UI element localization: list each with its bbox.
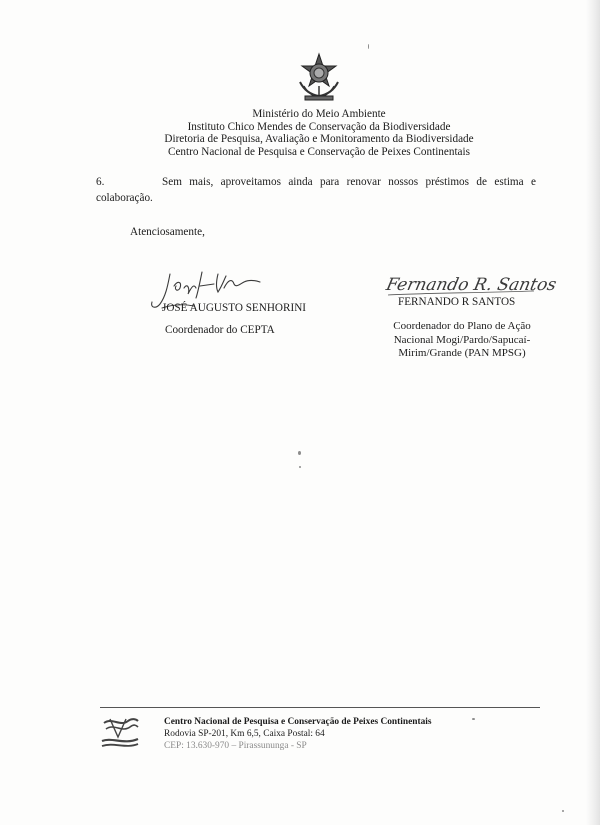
footer-divider [100,707,540,708]
letterhead [100,108,538,158]
scan-speck [368,44,369,49]
cepta-logo-icon [100,713,140,749]
letterhead-line-directorate: Diretoria de Pesquisa, Avaliação e Monitoramento da Biodiversidade [164,133,474,146]
letterhead-line-ministry: Ministério do Meio Ambiente [252,108,386,120]
footer-address: Rodovia SP-201, Km 6,5, Caixa Postal: 64 [164,729,325,739]
signatory-left-name: JOSÉ AUGUSTO SENHORINI [162,302,306,314]
paragraph-text-line1: Sem mais, aproveitamos ainda para renovar nossos préstimos de estima e [162,176,536,188]
signatory-left-role: Coordenador do CEPTA [165,324,275,336]
footer-address-block [164,716,432,751]
scan-speck [472,718,475,720]
signatory-right-name: FERNANDO R SANTOS [398,296,516,308]
signatory-right-role: Coordenador do Plano de Ação Nacional Mogi/Pardo/Sapucaí-Mirim/Grande (PAN MPSG) [393,320,531,359]
letterhead-line-center: Centro Nacional de Pesquisa e Conservação de Peixes Continentais [168,145,470,158]
letterhead-line-institute: Instituto Chico Mendes de Conservação da Biodiversidade [187,120,451,133]
closing-salutation: Atenciosamente, [130,226,205,238]
closing-paragraph [96,174,536,206]
footer-org-name: Centro Nacional de Pesquisa e Conservação de Peixes Continentais [164,717,432,727]
scan-speck [299,466,301,468]
paper-edge-shadow [586,0,600,825]
scan-speck [562,810,564,812]
scan-speck [298,451,301,455]
paragraph-number: 6. [96,176,105,188]
footer-cut-line: CEP: 13.630-970 – Pirassununga - SP [164,741,307,751]
coat-of-arms-icon [296,52,342,102]
handwritten-signature-text: Fernando R. Santos [384,275,559,295]
paragraph-text-line2: colaboração. [96,192,153,204]
